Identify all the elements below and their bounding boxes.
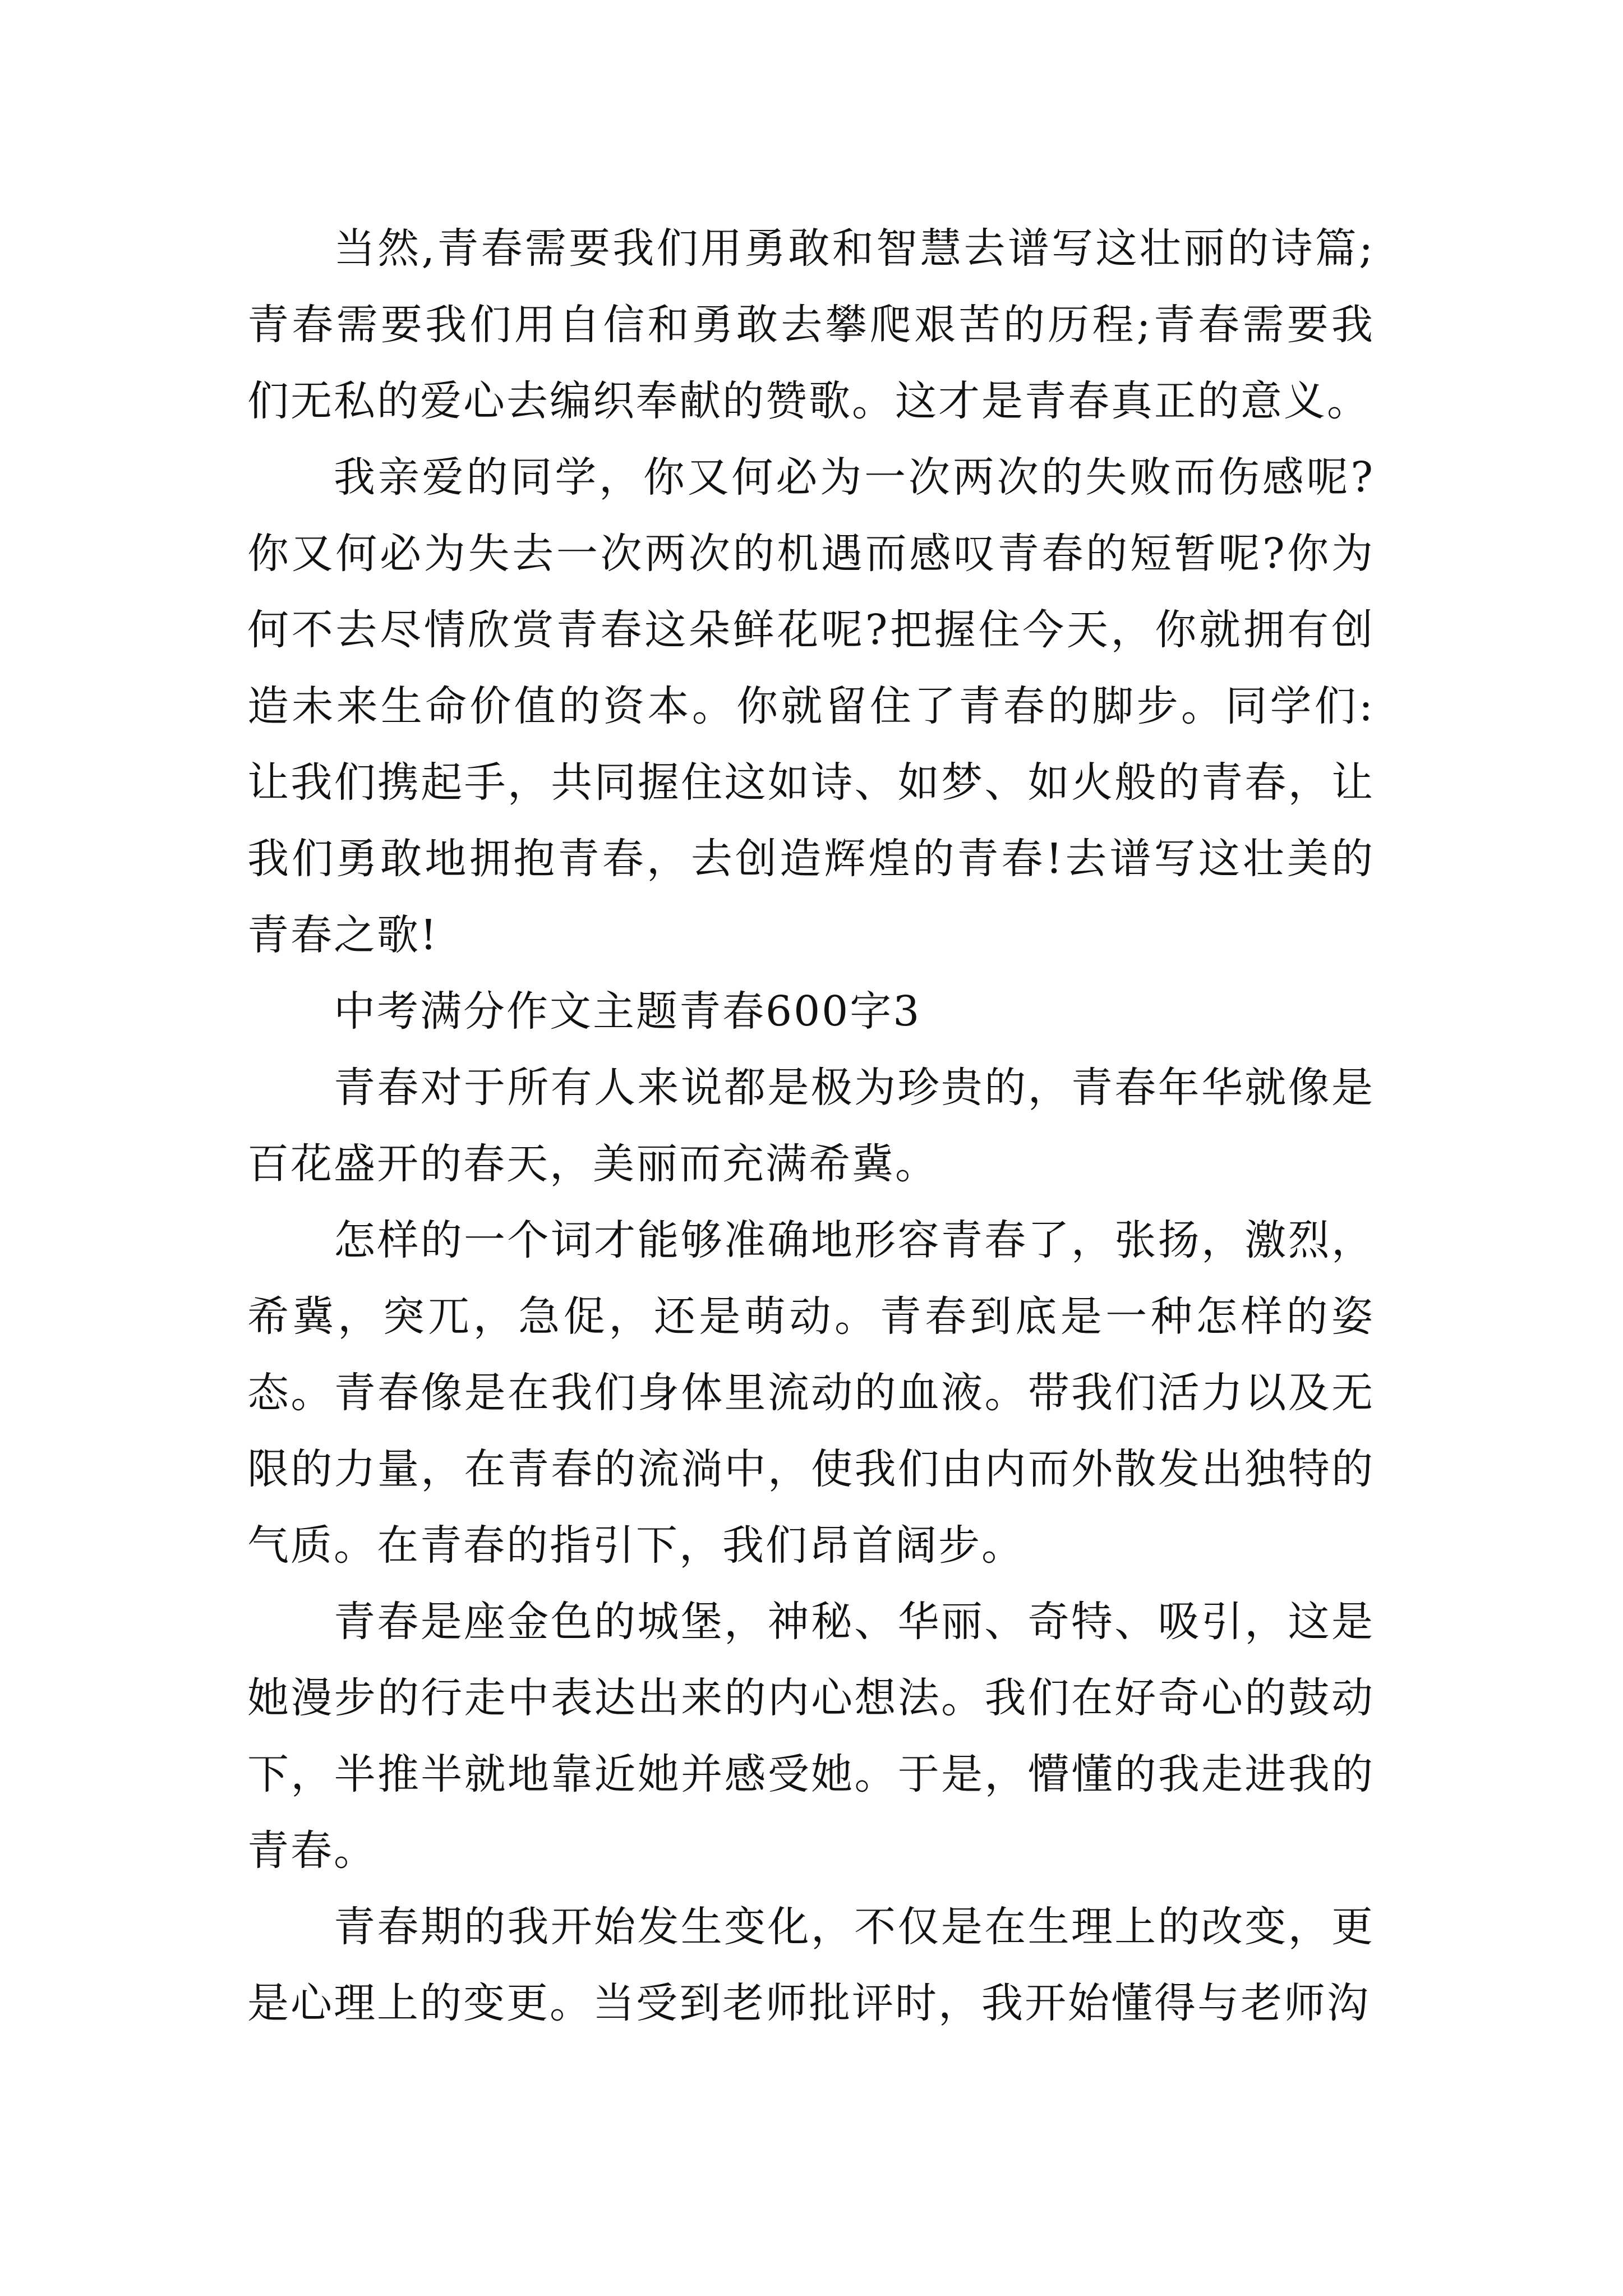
paragraph: 我亲爱的同学，你又何必为一次两次的失败而伤感呢?你又何必为失去一次两次的机遇而感叹青春的短暂呢?你为何不去尽情欣赏青春这朵鲜花呢?把握住今天，你就拥有创造未来生命价值的资本。你就留住了青春的脚步。同学们:让我们携起手，共同握住这如诗、如梦、如火般的青春，让我们勇敢地拥抱青春，去创造辉煌的青春!去谱写这壮美的青春之歌! — [247, 453, 1375, 959]
paragraph: 青春期的我开始发生变化，不仅是在生理上的改变，更是心理上的变更。当受到老师批评时，我开始懂得与老师沟 — [247, 1903, 1375, 2027]
section-heading: 中考满分作文主题青春600字3 — [334, 987, 921, 1036]
paragraph: 青春是座金色的城堡，神秘、华丽、奇特、吸引，这是她漫步的行走中表达出来的内心想法。我们在好奇心的鼓动下，半推半就地靠近她并感受她。于是，懵懂的我走进我的青春。 — [247, 1598, 1375, 1875]
paragraph: 当然,青春需要我们用勇敢和智慧去谱写这壮丽的诗篇;青春需要我们用自信和勇敢去攀爬艰苦的历程;青春需要我们无私的爱心去编织奉献的赞歌。这才是青春真正的意义。 — [247, 224, 1375, 425]
paragraph: 怎样的一个词才能够准确地形容青春了，张扬，激烈，希冀，突兀，急促，还是萌动。青春到底是一种怎样的姿态。青春像是在我们身体里流动的血液。带我们活力以及无限的力量，在青春的流淌中，使我们由内而外散发出独特的气质。在青春的指引下，我们昂首阔步。 — [247, 1216, 1375, 1570]
document-body — [247, 210, 1375, 2041]
paragraph: 青春对于所有人来说都是极为珍贵的，青春年华就像是百花盛开的春天，美丽而充满希冀。 — [247, 1064, 1375, 1188]
